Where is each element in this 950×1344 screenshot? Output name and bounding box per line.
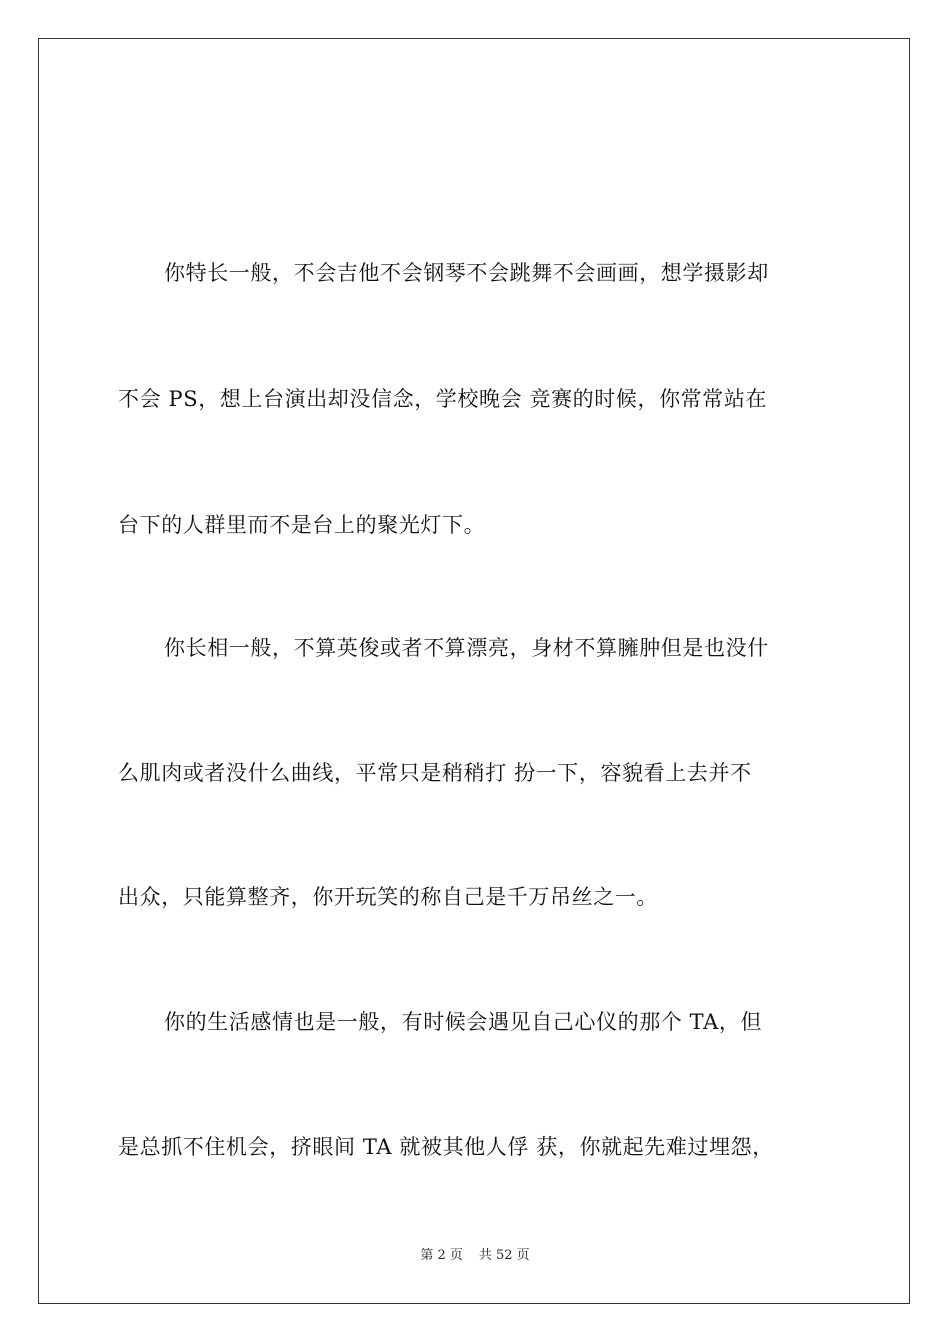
paragraph-2-line-3: 出众，只能算整齐，你开玩笑的称自己是千万吊丝之一。 <box>118 885 658 909</box>
paragraph-2-line-2: 么肌肉或者没什么曲线，平常只是稍稍打 扮一下，容貌看上去并不 <box>118 761 752 785</box>
paragraph-2-line-1: 你长相一般，不算英俊或者不算漂亮，身材不算臃肿但是也没什 <box>164 636 769 660</box>
page-number: 第 2 页 <box>420 1248 463 1263</box>
page-total: 共 52 页 <box>478 1248 530 1263</box>
paragraph-1-line-1: 你特长一般，不会吉他不会钢琴不会跳舞不会画画，想学摄影却 <box>164 261 769 285</box>
paragraph-3-line-1: 你的生活感情也是一般，有时候会遇见自己心仪的那个 TA，但 <box>164 1010 763 1034</box>
page-footer <box>0 1247 950 1265</box>
page-frame <box>38 38 910 1304</box>
paragraph-3-line-2: 是总抓不住机会，挤眼间 TA 就被其他人俘 获，你就起先难过埋怨， <box>118 1135 774 1159</box>
paragraph-1-line-3: 台下的人群里而不是台上的聚光灯下。 <box>118 513 486 537</box>
paragraph-1-line-2: 不会 PS，想上台演出却没信念，学校晚会 竞赛的时候，你常常站在 <box>118 387 768 411</box>
